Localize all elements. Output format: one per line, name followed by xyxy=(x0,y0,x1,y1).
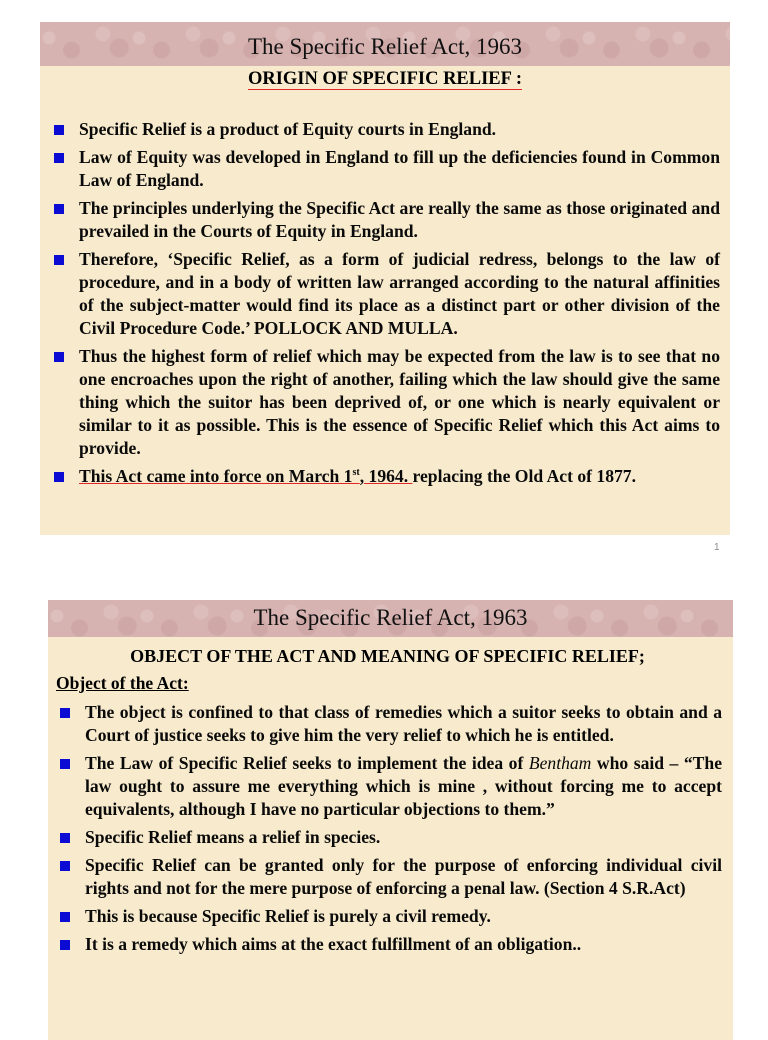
bullet-item: Specific Relief is a product of Equity courts in England. xyxy=(52,118,720,141)
enforcement-date-text: This Act came into force on March 1st, 1964. xyxy=(79,466,413,486)
bullet-item: Specific Relief can be granted only for the purpose of enforcing individual civil rights and not for the mere purpose of enforcing a penal law. (Section 4 S.R.Act) xyxy=(58,854,722,900)
page-number: 1 xyxy=(714,542,720,553)
bullet-item: Law of Equity was developed in England to fill up the deficiencies found in Common Law of England. xyxy=(52,146,720,192)
slide-1-heading: ORIGIN OF SPECIFIC RELIEF : xyxy=(247,69,523,89)
bullet-item: The Law of Specific Relief seeks to implement the idea of Bentham who said – “The law ought to assure me everything which is mine , without forcing me to accept equivalents, although I have no particular objections to them.” xyxy=(58,752,722,821)
slide-1-title: The Specific Relief Act, 1963 xyxy=(247,34,522,59)
slide-2-subheading: Object of the Act: xyxy=(56,673,189,693)
slide-2-heading: OBJECT OF THE ACT AND MEANING OF SPECIFIC RELIEF; xyxy=(130,646,645,666)
bentham-name: Bentham xyxy=(528,753,592,773)
bullet-item: It is a remedy which aims at the exact fulfillment of an obligation.. xyxy=(58,933,722,956)
slide-2-title-bar xyxy=(48,600,733,637)
slide-2 xyxy=(48,600,733,1040)
slide-1-bullet-list xyxy=(52,118,720,493)
slide-2-bullet-list xyxy=(58,701,722,961)
bullet-item: The principles underlying the Specific Act are really the same as those originated and prevailed in the Courts of Equity in England. xyxy=(52,197,720,243)
bullet-item: The object is confined to that class of remedies which a suitor seeks to obtain and a Court of justice seeks to give him the very relief to which he is entitled. xyxy=(58,701,722,747)
bullet-item: Thus the highest form of relief which may be expected from the law is to see that no one encroaches upon the right of another, failing which the law should give the same thing which the suitor has been deprived of, or one which is nearly equivalent or similar to it as possible. This is the essence of Specific Relief which this Act aims to provide. xyxy=(52,345,720,460)
bullet-item: This Act came into force on March 1st, 1964. replacing the Old Act of 1877. xyxy=(52,465,720,488)
bullet-item: Therefore, ‘Specific Relief, as a form of judicial redress, belongs to the law of procedure, and in a body of written law arranged according to the natural affinities of the subject-matter would find its place as a distinct part or other division of the Civil Procedure Code.’ POLLOCK AND MULLA. xyxy=(52,248,720,340)
slide-1 xyxy=(40,22,730,535)
bullet-item: This is because Specific Relief is purely a civil remedy. xyxy=(58,905,722,928)
slide-2-title: The Specific Relief Act, 1963 xyxy=(253,605,528,630)
bullet-item: Specific Relief means a relief in species. xyxy=(58,826,722,849)
slide-1-title-bar xyxy=(40,22,730,66)
